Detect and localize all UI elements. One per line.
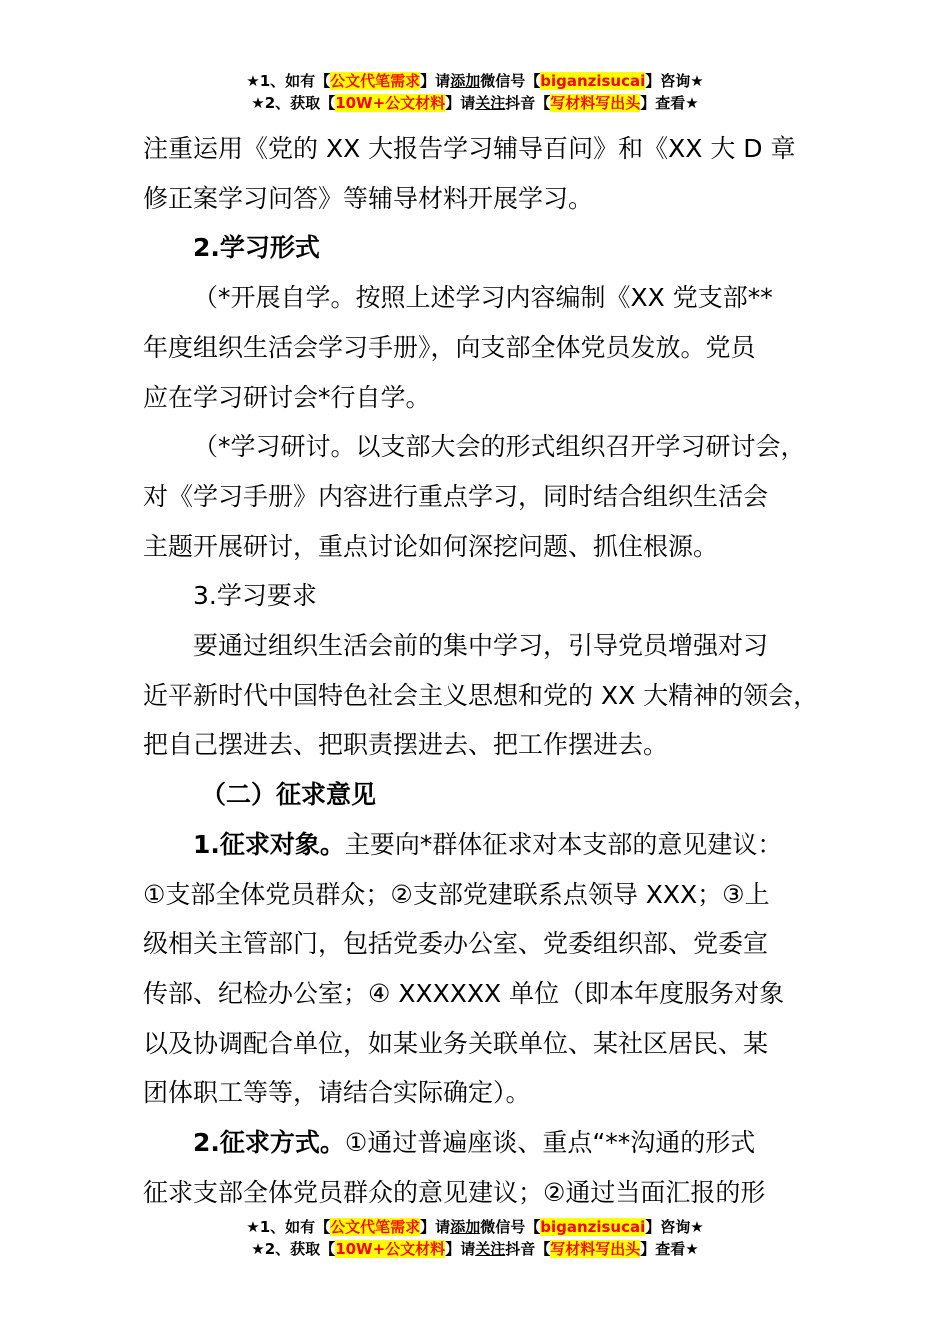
banner-text: 】请 bbox=[445, 94, 476, 112]
banner-text: 】请 bbox=[420, 72, 451, 90]
banner-text: 】查看★ bbox=[640, 94, 699, 112]
top-banner bbox=[0, 70, 950, 114]
banner-highlight: 10W+公文材料 bbox=[335, 1240, 446, 1258]
banner-text: 】咨询★ bbox=[645, 72, 704, 90]
body-line: 征求支部全体党员群众的意见建议；②通过当面汇报的形 bbox=[143, 1177, 766, 1207]
body-line: 要通过组织生活会前的集中学习，引导党员增强对习 bbox=[193, 631, 769, 661]
body-line: 近平新时代中国特色社会主义思想和党的 XX 大精神的领会， bbox=[143, 680, 819, 710]
body-line: ①支部全体党员群众；②支部党建联系点领导 XXX；③上 bbox=[143, 879, 770, 909]
banner-text: 微信号【 bbox=[480, 72, 541, 90]
banner-emphasis: 关注 bbox=[475, 1240, 506, 1258]
banner-highlight: 公文代笔需求 bbox=[330, 72, 421, 90]
section-heading: （二）征求意见 bbox=[201, 780, 377, 810]
banner-line-2 bbox=[0, 92, 950, 114]
banner-highlight: 10W+公文材料 bbox=[335, 94, 446, 112]
banner-text: 】请 bbox=[445, 1240, 476, 1258]
banner-text: 抖音【 bbox=[505, 94, 551, 112]
body-line: 团体职工等等，请结合实际确定）。 bbox=[143, 1078, 531, 1108]
body-line: 应在学习研讨会*行自学。 bbox=[143, 382, 431, 412]
body-line: （*学习研讨。以支部大会的形式组织召开学习研讨会， bbox=[193, 432, 806, 462]
body-line: 对《学习手册》内容进行重点学习，同时结合组织生活会 bbox=[143, 481, 769, 511]
banner-highlight: 写材料写出头 bbox=[550, 1240, 641, 1258]
banner-highlight: 公文代笔需求 bbox=[330, 1218, 421, 1236]
body-line bbox=[143, 1118, 833, 1168]
inline-heading: 2.征求方式。 bbox=[193, 1128, 345, 1158]
banner-line-1 bbox=[0, 70, 950, 92]
banner-text: 】查看★ bbox=[640, 1240, 699, 1258]
banner-text: 】请 bbox=[420, 1218, 451, 1236]
body-line: 传部、纪检办公室；④ XXXXXX 单位（即本年度服务对象 bbox=[143, 978, 785, 1008]
banner-text: 抖音【 bbox=[505, 1240, 551, 1258]
section-heading: 2.学习形式 bbox=[193, 233, 320, 263]
section-heading: 3.学习要求 bbox=[193, 581, 317, 611]
banner-highlight: biganzisucai bbox=[540, 72, 646, 90]
banner-emphasis: 添加 bbox=[450, 1218, 481, 1236]
body-line: 注重运用《党的 XX 大报告学习辅导百问》和《XX 大 D 章 bbox=[143, 134, 796, 163]
banner-highlight: biganzisucai bbox=[540, 1218, 646, 1236]
banner-text: 微信号【 bbox=[480, 1218, 541, 1236]
banner-emphasis: 添加 bbox=[450, 72, 481, 90]
body-line: 以及协调配合单位，如某业务关联单位、某社区居民、某 bbox=[143, 1028, 769, 1058]
bottom-banner bbox=[0, 1216, 950, 1260]
banner-highlight: 写材料写出头 bbox=[550, 94, 641, 112]
body-line: 年度组织生活会学习手册》，向支部全体党员发放。党员 bbox=[143, 332, 756, 362]
banner-emphasis: 关注 bbox=[475, 94, 506, 112]
body-line: 把自己摆进去、把职责摆进去、把工作摆进去。 bbox=[143, 730, 669, 760]
banner-text: 】咨询★ bbox=[645, 1218, 704, 1236]
body-line: 修正案学习问答》等辅导材料开展学习。 bbox=[143, 183, 594, 213]
body-text: 主要向*群体征求对本支部的意见建议： bbox=[344, 829, 783, 859]
body-line: （*开展自学。按照上述学习内容编制《XX 党支部** bbox=[193, 283, 773, 313]
inline-heading: 1.征求对象。 bbox=[193, 829, 345, 859]
body-line bbox=[143, 820, 833, 870]
banner-text: ★2、获取【 bbox=[251, 1240, 336, 1258]
banner-line-2 bbox=[0, 1238, 950, 1260]
banner-line-1 bbox=[0, 1216, 950, 1238]
body-line: 主题开展研讨，重点讨论如何深挖问题、抓住根源。 bbox=[143, 531, 719, 561]
banner-text: ★2、获取【 bbox=[251, 94, 336, 112]
banner-text: ★1、如有【 bbox=[246, 1218, 331, 1236]
document-body bbox=[143, 124, 833, 1217]
banner-text: ★1、如有【 bbox=[246, 72, 331, 90]
body-text: ①通过普遍座谈、重点“**沟通的形式 bbox=[344, 1128, 756, 1158]
body-line: 级相关主管部门，包括党委办公室、党委组织部、党委宣 bbox=[143, 929, 769, 959]
